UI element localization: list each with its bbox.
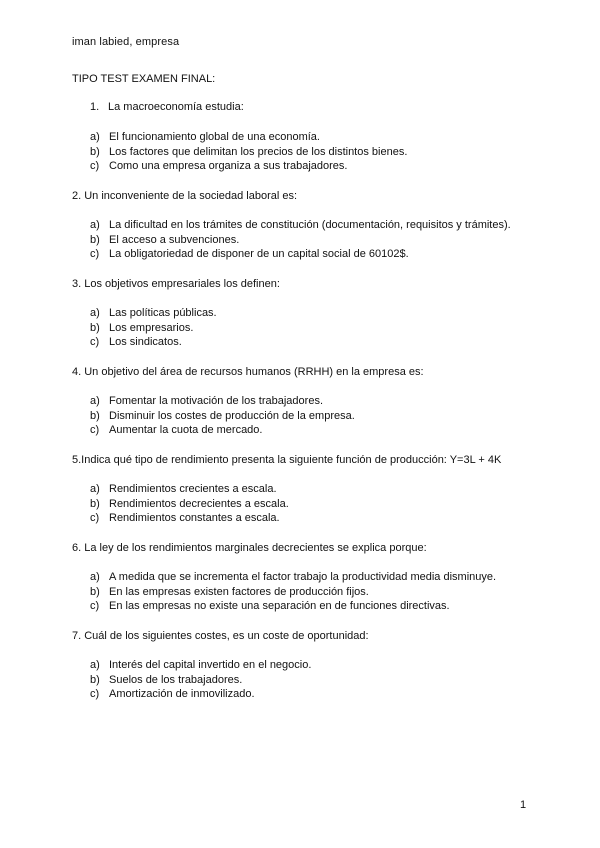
option-4a bbox=[90, 394, 355, 409]
question-1-text: La macroeconomía estudia: bbox=[108, 101, 244, 113]
option-7b bbox=[90, 673, 311, 688]
option-text: Suelos de los trabajadores. bbox=[109, 673, 243, 686]
option-3a bbox=[90, 306, 217, 321]
option-text: El acceso a subvenciones. bbox=[109, 233, 240, 246]
option-text: El funcionamiento global de una economía. bbox=[109, 131, 320, 143]
question-2: 2. Un inconveniente de la sociedad laboral es: bbox=[72, 190, 298, 202]
option-letter: b) bbox=[90, 321, 100, 334]
option-text: Rendimientos crecientes a escala. bbox=[109, 483, 277, 495]
option-4c bbox=[90, 423, 355, 438]
option-text: A medida que se incrementa el factor trabajo la productividad media disminuye. bbox=[109, 571, 497, 583]
option-text: Rendimientos decrecientes a escala. bbox=[109, 497, 289, 510]
option-7a bbox=[90, 658, 311, 673]
option-2b bbox=[90, 233, 511, 248]
option-letter: b) bbox=[90, 145, 100, 158]
option-6c bbox=[90, 599, 496, 614]
option-letter: b) bbox=[90, 497, 100, 510]
option-6a bbox=[90, 570, 496, 585]
option-letter: a) bbox=[90, 131, 100, 143]
option-3c bbox=[90, 335, 217, 350]
option-text: La obligatoriedad de disponer de un capital social de 60102$. bbox=[109, 248, 409, 261]
option-3b bbox=[90, 321, 217, 336]
question-1-options bbox=[90, 130, 407, 174]
option-7c bbox=[90, 687, 311, 702]
option-text: Los sindicatos. bbox=[109, 336, 182, 349]
option-5a bbox=[90, 482, 289, 497]
option-letter: c) bbox=[90, 160, 100, 173]
option-letter: a) bbox=[90, 219, 100, 231]
option-letter: c) bbox=[90, 248, 100, 261]
question-1-number: 1. bbox=[90, 101, 100, 113]
option-letter: a) bbox=[90, 307, 100, 319]
option-letter: b) bbox=[90, 585, 100, 598]
option-letter: c) bbox=[90, 512, 100, 525]
option-4b bbox=[90, 409, 355, 424]
option-text: En las empresas existen factores de producción fijos. bbox=[109, 585, 369, 598]
option-letter: a) bbox=[90, 659, 100, 671]
exam-title: TIPO TEST EXAMEN FINAL: bbox=[72, 73, 216, 85]
option-text: Las políticas públicas. bbox=[109, 307, 217, 319]
option-letter: a) bbox=[90, 395, 100, 407]
option-text: Disminuir los costes de producción de la empresa. bbox=[109, 409, 355, 422]
question-1 bbox=[90, 101, 244, 113]
option-text: Interés del capital invertido en el negocio. bbox=[109, 659, 312, 671]
option-text: Los factores que delimitan los precios de los distintos bienes. bbox=[109, 145, 408, 158]
question-7: 7. Cuál de los siguientes costes, es un coste de oportunidad: bbox=[72, 630, 369, 642]
option-text: En las empresas no existe una separación en de funciones directivas. bbox=[109, 600, 450, 613]
option-letter: c) bbox=[90, 424, 100, 437]
question-3-options bbox=[90, 306, 217, 350]
question-5-options bbox=[90, 482, 289, 526]
option-text: Aumentar la cuota de mercado. bbox=[109, 424, 263, 437]
question-7-options bbox=[90, 658, 311, 702]
option-letter: a) bbox=[90, 571, 100, 583]
question-3: 3. Los objetivos empresariales los definen: bbox=[72, 278, 280, 290]
option-1c bbox=[90, 159, 407, 174]
option-text: Fomentar la motivación de los trabajadores. bbox=[109, 395, 323, 407]
option-text: Rendimientos constantes a escala. bbox=[109, 512, 280, 525]
question-6-options bbox=[90, 570, 496, 614]
option-letter: b) bbox=[90, 409, 100, 422]
option-2c bbox=[90, 247, 511, 262]
option-letter: c) bbox=[90, 688, 100, 701]
question-6: 6. La ley de los rendimientos marginales decrecientes se explica porque: bbox=[72, 542, 427, 554]
option-1a bbox=[90, 130, 407, 145]
option-5c bbox=[90, 511, 289, 526]
option-text: Como una empresa organiza a sus trabajadores. bbox=[109, 160, 348, 173]
question-4: 4. Un objetivo del área de recursos humanos (RRHH) en la empresa es: bbox=[72, 366, 424, 378]
option-5b bbox=[90, 497, 289, 512]
option-6b bbox=[90, 585, 496, 600]
option-text: Amortización de inmovilizado. bbox=[109, 688, 255, 701]
option-letter: c) bbox=[90, 336, 100, 349]
question-4-options bbox=[90, 394, 355, 438]
option-text: La dificultad en los trámites de constitución (documentación, requisitos y trámites). bbox=[109, 219, 511, 231]
option-letter: b) bbox=[90, 673, 100, 686]
option-1b bbox=[90, 145, 407, 160]
question-2-options bbox=[90, 218, 511, 262]
document-header: iman labied, empresa bbox=[72, 36, 180, 48]
option-2a bbox=[90, 218, 511, 233]
option-letter: b) bbox=[90, 233, 100, 246]
question-5: 5.Indica qué tipo de rendimiento presenta la siguiente función de producción: Y=3L + 4K bbox=[72, 454, 502, 466]
option-text: Los empresarios. bbox=[109, 321, 194, 334]
option-letter: c) bbox=[90, 600, 100, 613]
option-letter: a) bbox=[90, 483, 100, 495]
page-number: 1 bbox=[520, 799, 527, 811]
